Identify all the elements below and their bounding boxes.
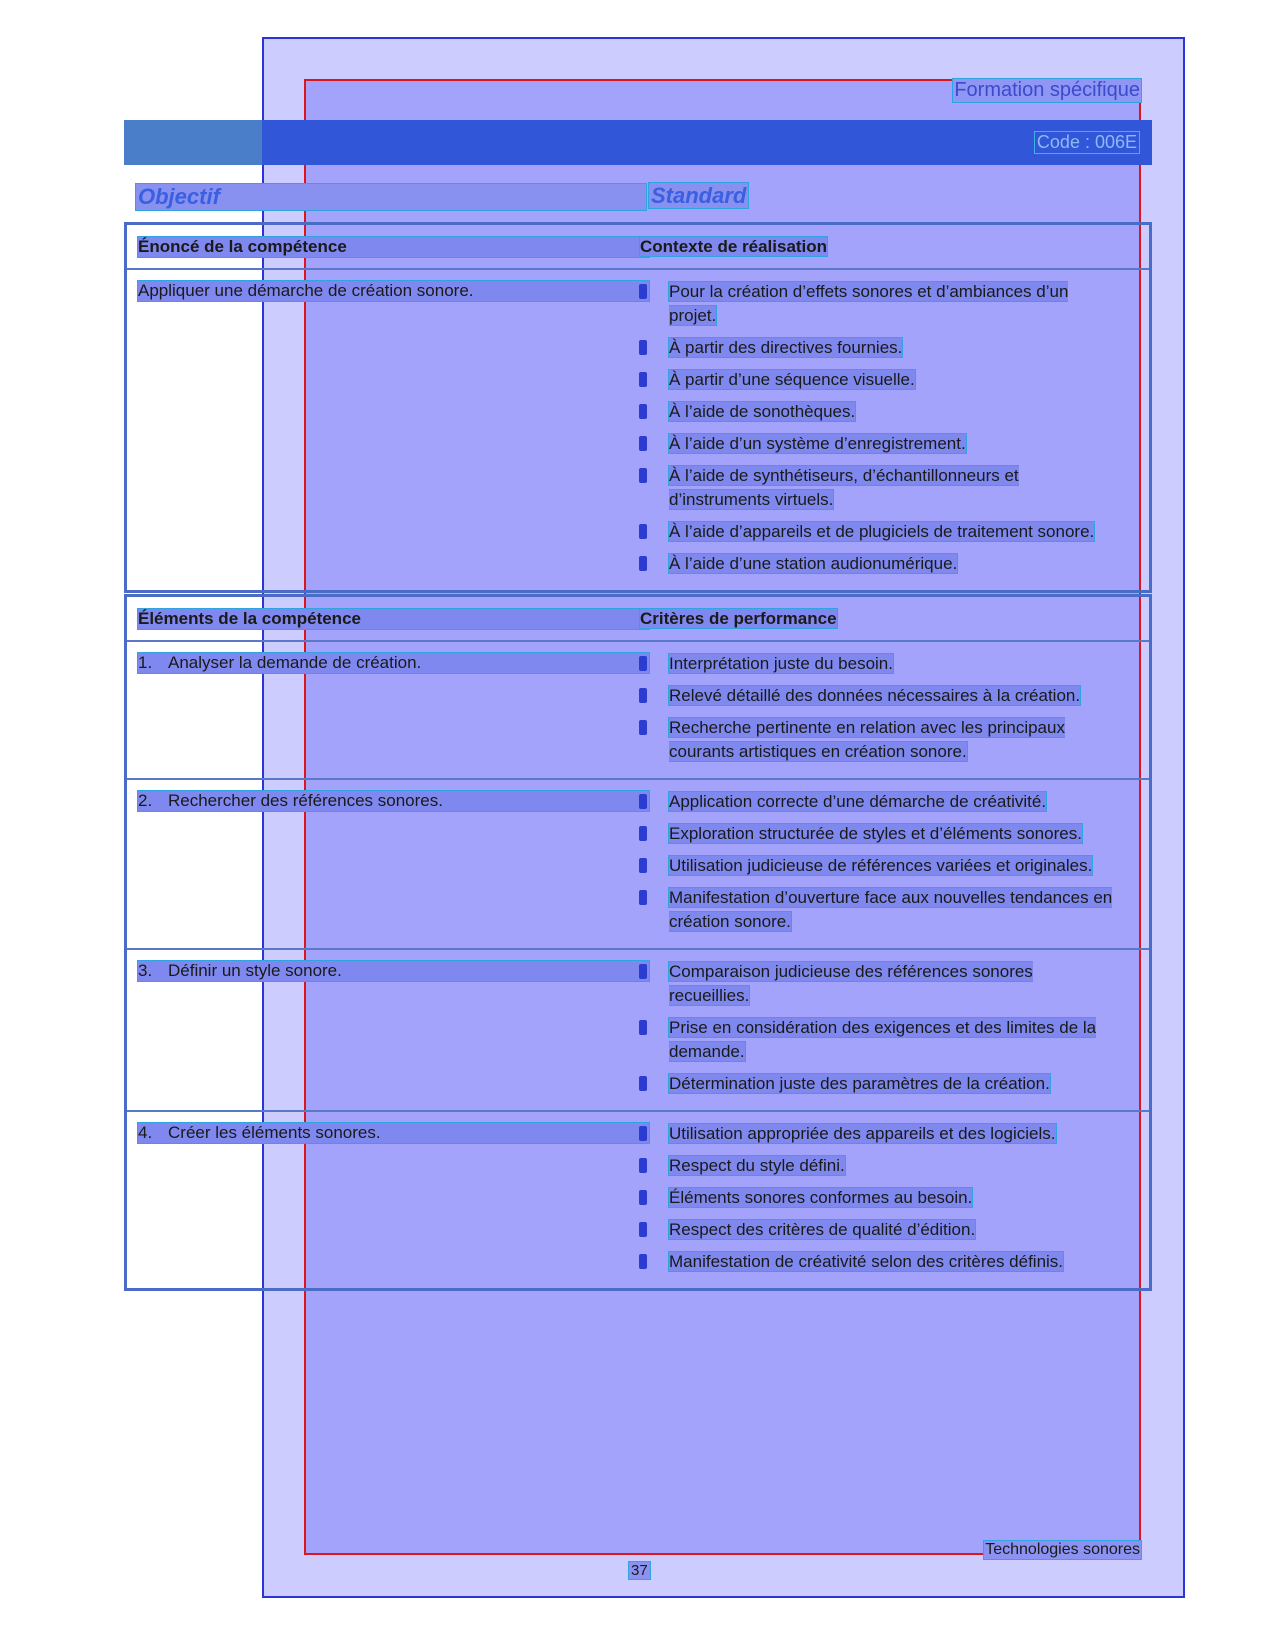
bullet-item — [639, 854, 1117, 878]
bullet-text: Application correcte d’une démarche de créativité. — [669, 792, 1047, 811]
bullet-item — [639, 886, 1117, 934]
element-label — [137, 960, 650, 982]
bullet-text: Pour la création d’effets sonores et d’ambiances d’un projet. — [669, 282, 1069, 325]
code-band-accent — [124, 120, 262, 165]
objectif-heading — [135, 183, 647, 211]
bullet-item — [639, 552, 1117, 576]
bullet-text: Respect du style défini. — [669, 1156, 845, 1175]
element-row — [127, 950, 1149, 1112]
bullet-text: Détermination juste des paramètres de la création. — [669, 1074, 1050, 1093]
standard-heading — [648, 183, 749, 209]
bullet-icon — [639, 1158, 647, 1173]
bullet-icon — [639, 340, 647, 355]
bullet-icon — [639, 794, 647, 809]
bullet-item — [639, 822, 1117, 846]
bullet-item — [639, 790, 1117, 814]
footer-program: Technologies sonores — [985, 1541, 1140, 1558]
page-number: 37 — [628, 1561, 651, 1580]
bullet-icon — [639, 1222, 647, 1237]
elements-table — [124, 594, 1152, 1291]
enonce-text: Appliquer une démarche de création sonore. — [137, 280, 650, 302]
bullet-text: Relevé détaillé des données nécessaires à la création. — [669, 686, 1081, 705]
bullet-icon — [639, 1190, 647, 1205]
elements-header-row — [127, 597, 1149, 642]
criteria-list — [639, 1122, 1149, 1274]
bullet-text: À l’aide de synthétiseurs, d’échantillonneurs et d’instruments virtuels. — [669, 466, 1019, 509]
bullet-item — [639, 1072, 1117, 1096]
bullet-item — [639, 336, 1117, 360]
element-number: 2. — [138, 791, 153, 810]
bullet-text: Respect des critères de qualité d’édition. — [669, 1220, 976, 1239]
competence-header-row — [127, 225, 1149, 270]
element-number: 1. — [138, 653, 153, 672]
bullet-item — [639, 520, 1117, 544]
bullet-item — [639, 464, 1117, 512]
bullet-text: À l’aide d’un système d’enregistrement. — [669, 434, 966, 453]
bullet-text: À partir des directives fournies. — [669, 338, 903, 357]
bullet-text: À partir d’une séquence visuelle. — [669, 370, 915, 389]
code-label: Code : 006E — [1034, 131, 1140, 154]
bullet-item — [639, 716, 1117, 764]
bullet-text: Utilisation appropriée des appareils et des logiciels. — [669, 1124, 1056, 1143]
objectif-text: Objectif — [135, 183, 647, 211]
element-row — [127, 642, 1149, 780]
bullet-item — [639, 1016, 1117, 1064]
enonce-title: Énoncé de la compétence — [137, 236, 650, 258]
element-number: 3. — [138, 961, 153, 980]
code-band — [124, 120, 1152, 165]
bullet-text: Prise en considération des exigences et des limites de la demande. — [669, 1018, 1097, 1061]
bullet-item — [639, 368, 1117, 392]
bullet-icon — [639, 556, 647, 571]
competence-table — [124, 222, 1152, 593]
formation-label: Formation spécifique — [954, 79, 1140, 101]
element-text: Créer les éléments sonores. — [168, 1123, 381, 1142]
bullet-icon — [639, 468, 647, 483]
bullet-text: Éléments sonores conformes au besoin. — [669, 1188, 973, 1207]
element-text: Définir un style sonore. — [168, 961, 342, 980]
element-label — [137, 1122, 650, 1144]
elements-title: Éléments de la compétence — [137, 608, 650, 630]
bullet-icon — [639, 688, 647, 703]
bullet-text: Manifestation de créativité selon des critères définis. — [669, 1252, 1064, 1271]
bullet-icon — [639, 720, 647, 735]
bullet-icon — [639, 372, 647, 387]
bullet-icon — [639, 826, 647, 841]
bullet-item — [639, 432, 1117, 456]
bullet-item — [639, 1122, 1117, 1146]
bullet-icon — [639, 284, 647, 299]
criteria-list — [639, 652, 1149, 764]
bullet-icon — [639, 524, 647, 539]
bullet-item — [639, 684, 1117, 708]
bullet-item — [639, 1154, 1117, 1178]
bullet-text: À l’aide de sonothèques. — [669, 402, 856, 421]
bullet-item — [639, 652, 1117, 676]
bullet-item — [639, 280, 1117, 328]
bullet-icon — [639, 1076, 647, 1091]
bullet-icon — [639, 858, 647, 873]
bullet-icon — [639, 436, 647, 451]
bullet-icon — [639, 1020, 647, 1035]
contexte-list — [639, 280, 1149, 576]
bullet-item — [639, 1250, 1117, 1274]
element-number: 4. — [138, 1123, 153, 1142]
bullet-text: Manifestation d’ouverture face aux nouvelles tendances en création sonore. — [669, 888, 1113, 931]
bullet-text: Utilisation judicieuse de références variées et originales. — [669, 856, 1093, 875]
bullet-text: Comparaison judicieuse des références sonores recueillies. — [669, 962, 1033, 1005]
bullet-icon — [639, 1126, 647, 1141]
standard-text: Standard — [648, 182, 749, 209]
element-label — [137, 652, 650, 674]
bullet-text: Recherche pertinente en relation avec les principaux courants artistiques en création sonore. — [669, 718, 1065, 761]
criteria-list — [639, 960, 1149, 1096]
bullet-icon — [639, 1254, 647, 1269]
bullet-icon — [639, 404, 647, 419]
bullet-icon — [639, 964, 647, 979]
bullet-item — [639, 1186, 1117, 1210]
bullet-text: À l’aide d’une station audionumérique. — [669, 554, 958, 573]
competence-body-row — [127, 270, 1149, 590]
bullet-item — [639, 400, 1117, 424]
bullet-icon — [639, 656, 647, 671]
bullet-text: Exploration structurée de styles et d’éléments sonores. — [669, 824, 1082, 843]
bullet-icon — [639, 890, 647, 905]
element-row — [127, 780, 1149, 950]
bullet-text: Interprétation juste du besoin. — [669, 654, 893, 673]
bullet-item — [639, 1218, 1117, 1242]
bullet-text: À l’aide d’appareils et de plugiciels de traitement sonore. — [669, 522, 1095, 541]
bullet-item — [639, 960, 1117, 1008]
element-label — [137, 790, 650, 812]
element-text: Analyser la demande de création. — [168, 653, 422, 672]
criteres-title: Critères de performance — [640, 608, 837, 628]
contexte-title: Contexte de réalisation — [640, 236, 828, 256]
element-row — [127, 1112, 1149, 1288]
criteria-list — [639, 790, 1149, 934]
element-text: Rechercher des références sonores. — [168, 791, 443, 810]
